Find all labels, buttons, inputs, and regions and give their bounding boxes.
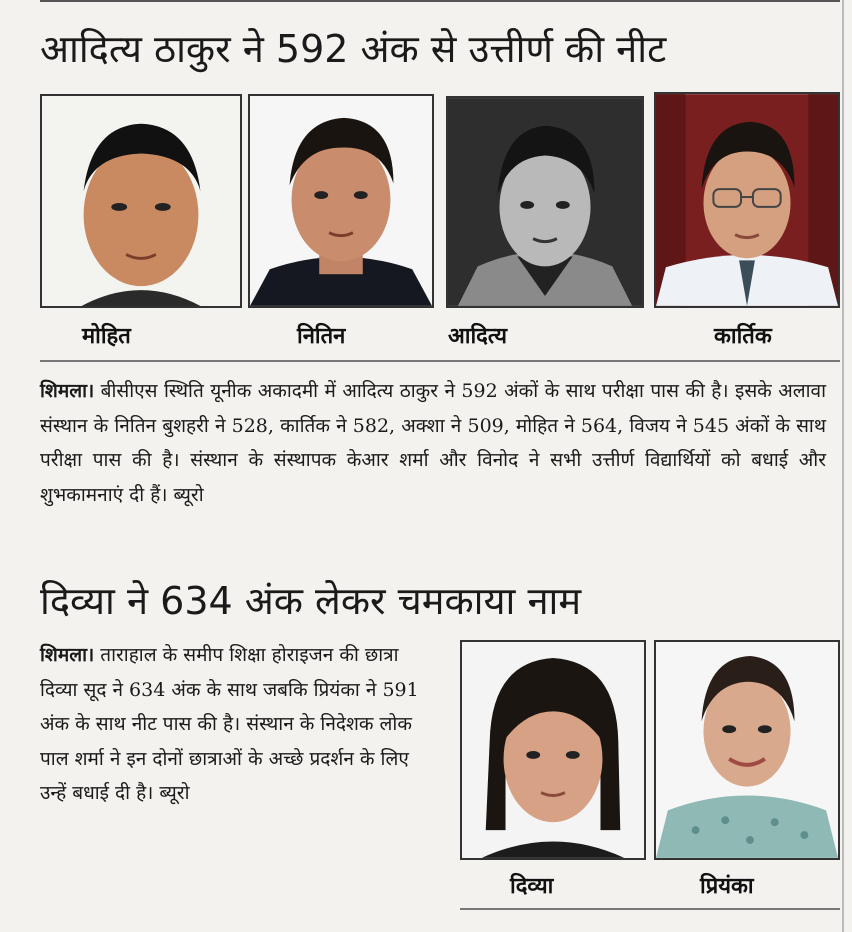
portrait-image	[250, 96, 432, 306]
portrait-image	[462, 642, 644, 858]
photo-nitin	[248, 94, 434, 308]
top-divider	[40, 0, 840, 2]
portrait-image	[448, 98, 642, 306]
story2-dateline: शिमला।	[40, 644, 95, 666]
caption-mohit: मोहित	[82, 323, 131, 349]
photo-divya	[460, 640, 646, 860]
photo-kartik	[654, 92, 840, 308]
portrait-image	[656, 94, 838, 306]
story2-text: ताराहाल के समीप शिक्षा होराइजन की छात्रा दिव्या सूद ने 634 अंक के साथ जबकि प्रियंका ने 591 अंक के साथ नीट पास की है। संस्थान के निदेशक लोक पाल शर्मा ने इन दोनों छात्राओं के अच्छे प्रदर्शन के लिए उन्हें बधाई दी है। ब्यूरो	[40, 644, 419, 804]
photo-aditya	[446, 96, 644, 308]
caption-priyanka: प्रियंका	[700, 873, 754, 899]
story1-headline: आदित्य ठाकुर ने 592 अंक से उत्तीर्ण की नीट	[40, 27, 667, 71]
caption-divider	[40, 360, 840, 362]
right-border	[842, 0, 844, 932]
portrait-image	[42, 96, 240, 306]
caption-nitin: नितिन	[297, 323, 346, 349]
caption-divya: दिव्या	[510, 873, 554, 899]
story1-body	[40, 374, 826, 512]
story1-text: बीसीएस स्थिति यूनीक अकादमी में आदित्य ठाकुर ने 592 अंकों के साथ परीक्षा पास की है। इसके अलावा संस्थान के नितिन बुशहरी ने 528, कार्तिक ने 582, अक्शा ने 509, मोहित ने 564, विजय ने 545 अंकों के साथ परीक्षा पास की है। संस्थान के संस्थापक केआर शर्मा और विनोद ने सभी उत्तीर्ण विद्यार्थियों को बधाई और शुभकामनाएं दी हैं। ब्यूरो	[40, 380, 826, 506]
story2-body	[40, 638, 424, 811]
portrait-image	[656, 642, 838, 858]
photo-priyanka	[654, 640, 840, 860]
bottom-divider	[460, 908, 840, 910]
story1-dateline: शिमला।	[40, 380, 95, 402]
caption-aditya: आदित्य	[448, 323, 508, 349]
caption-kartik: कार्तिक	[714, 323, 772, 349]
story2-headline: दिव्या ने 634 अंक लेकर चमकाया नाम	[40, 579, 582, 623]
photo-mohit	[40, 94, 242, 308]
